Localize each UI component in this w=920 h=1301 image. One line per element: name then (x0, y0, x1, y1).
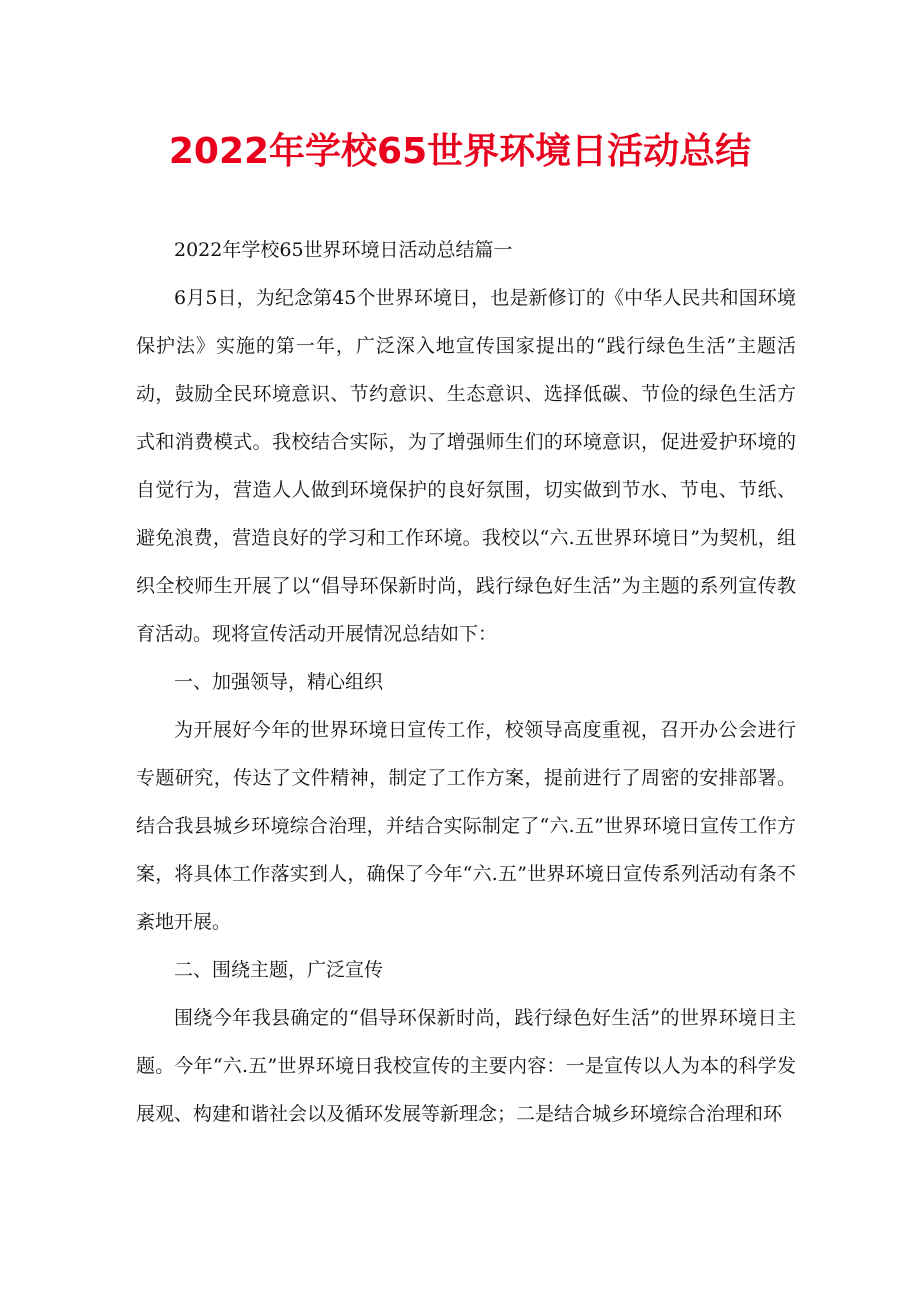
document-body (136, 226, 796, 1138)
body-paragraph: 6月5日，为纪念第45个世界环境日，也是新修订的《中华人民共和国环境保护法》实施的第一年，广泛深入地宣传国家提出的“践行绿色生活”主题活动，鼓励全民环境意识、节约意识、生态意识、选择低碳、节俭的绿色生活方式和消费模式。我校结合实际，为了增强师生们的环境意识，促进爱护环境的自觉行为，营造人人做到环境保护的良好氛围，切实做到节水、节电、节纸、避免浪费，营造良好的学习和工作环境。我校以“六.五世界环境日”为契机，组织全校师生开展了以“倡导环保新时尚，践行绿色好生活”为主题的系列宣传教育活动。现将宣传活动开展情况总结如下： (136, 287, 796, 645)
document-title: 2022年学校65世界环境日活动总结 (168, 131, 752, 172)
body-paragraph: 围绕今年我县确定的“倡导环保新时尚，践行绿色好生活”的世界环境日主题。今年“六.五”世界环境日我校宣传的主要内容：一是宣传以人为本的科学发展观、构建和谐社会以及循环发展等新理念；二是结合城乡环境综合治理和环 (136, 1007, 796, 1125)
section-heading: 二、围绕主题，广泛宣传 (174, 959, 384, 981)
body-paragraph: 为开展好今年的世界环境日宣传工作，校领导高度重视，召开办公会进行专题研究，传达了文件精神，制定了工作方案，提前进行了周密的安排部署。结合我县城乡环境综合治理，并结合实际制定了“六.五”世界环境日宣传工作方案，将具体工作落实到人，确保了今年“六.五”世界环境日宣传系列活动有条不紊地开展。 (136, 719, 796, 933)
section-heading: 一、加强领导，精心组织 (174, 671, 384, 693)
section-heading: 2022年学校65世界环境日活动总结篇一 (174, 239, 513, 261)
